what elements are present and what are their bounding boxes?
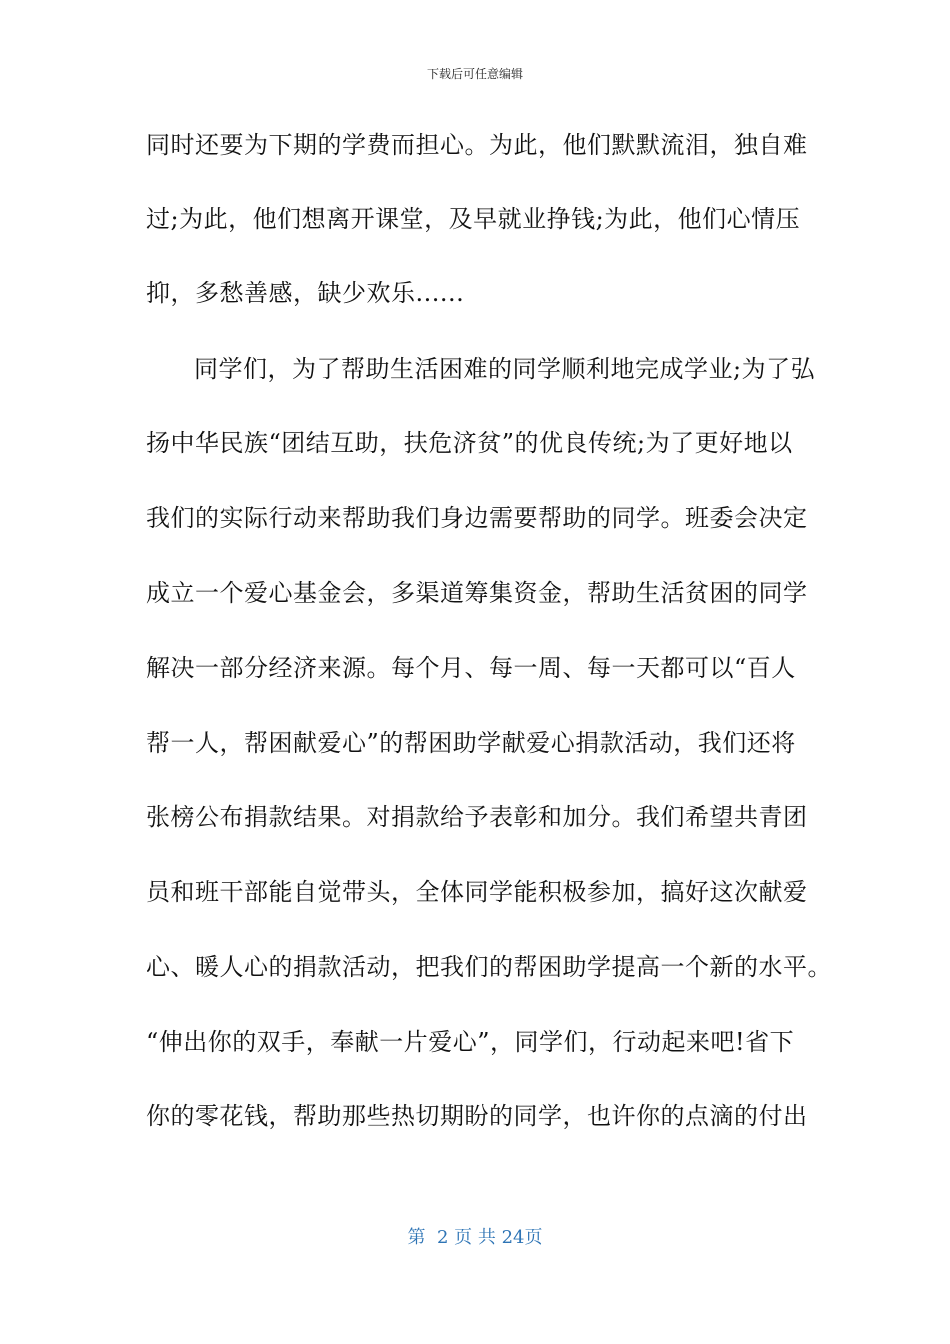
text-line-4: 同学们，为了帮助生活困难的同学顺利地完成学业;为了弘 (194, 355, 816, 383)
text-line-6: 我们的实际行动来帮助我们身边需要帮助的同学。班委会决定 (146, 504, 808, 532)
text-line-5: 扬中华民族“团结互助，扶危济贫”的优良传统;为了更好地以 (146, 429, 793, 457)
page-header: 下载后可任意编辑 (426, 67, 523, 81)
text-line-9: 帮一人，帮困献爱心”的帮困助学献爱心捐款活动，我们还将 (146, 729, 796, 757)
text-line-12: 心、暖人心的捐款活动，把我们的帮困助学提高一个新的水平。 (146, 953, 832, 981)
text-line-1: 同时还要为下期的学费而担心。为此，他们默默流泪，独自难 (146, 131, 808, 159)
text-line-8: 解决一部分经济来源。每个月、每一周、每一天都可以“百人 (146, 654, 796, 682)
text-line-10: 张榜公布捐款结果。对捐款给予表彰和加分。我们希望共青团 (146, 803, 808, 831)
text-line-3: 抑，多愁善感，缺少欢乐...... (146, 279, 465, 307)
text-line-7: 成立一个爱心基金会，多渠道筹集资金，帮助生活贫困的同学 (146, 579, 808, 607)
page-number-footer: 第 2 页 共 24页 (407, 1227, 543, 1248)
text-line-13: “伸出你的双手，奉献一片爱心”，同学们，行动起来吧!省下 (146, 1028, 795, 1056)
text-line-14: 你的零花钱，帮助那些热切期盼的同学，也许你的点滴的付出 (146, 1102, 808, 1130)
text-line-2: 过;为此，他们想离开课堂，及早就业挣钱;为此，他们心情压 (146, 205, 801, 233)
text-line-11: 员和班干部能自觉带头，全体同学能积极参加，搞好这次献爱 (146, 878, 808, 906)
